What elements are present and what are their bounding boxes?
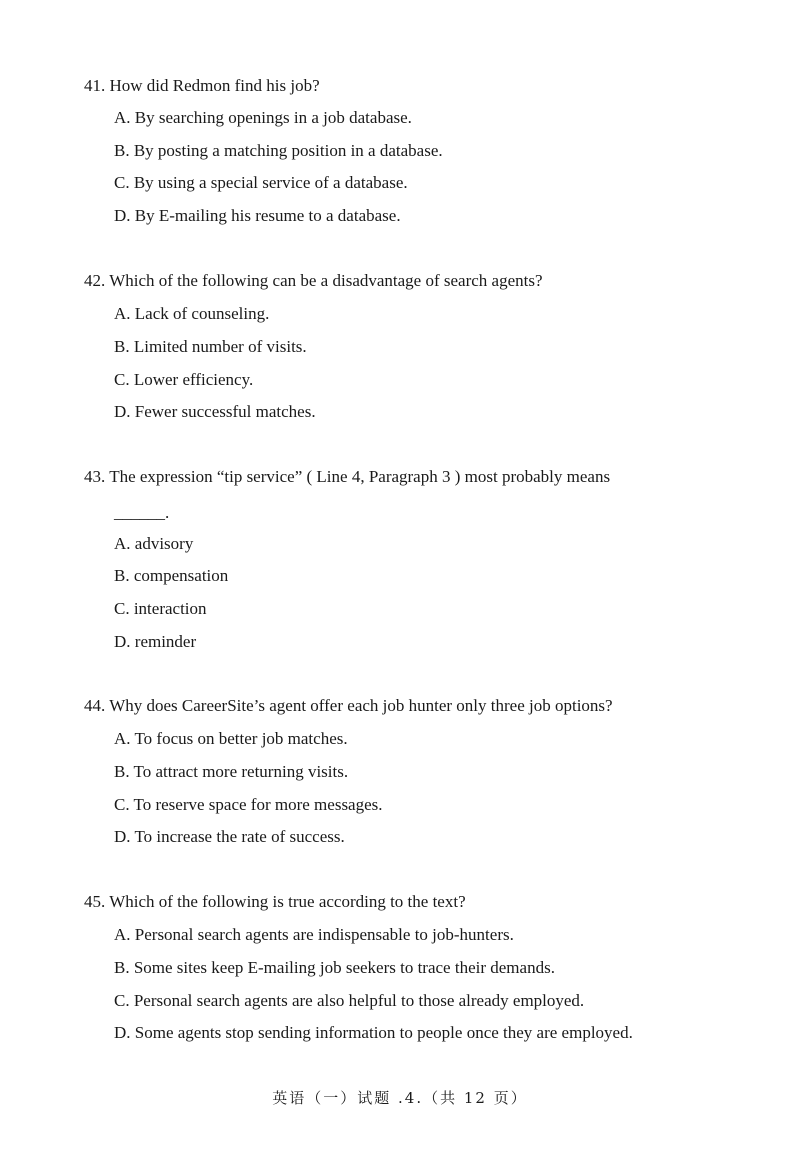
question-43-option-c: C. interaction xyxy=(114,599,207,618)
question-45-option-d: D. Some agents stop sending information to people once they are employed. xyxy=(114,1023,633,1042)
question-41-stem: 41. How did Redmon find his job? xyxy=(84,76,320,95)
question-44-option-c: C. To reserve space for more messages. xyxy=(114,795,383,814)
question-45-option-c: C. Personal search agents are also helpful to those already employed. xyxy=(114,991,585,1010)
page-footer: 英语（一）试题 .4.（共 12 页） xyxy=(272,1089,528,1107)
question-45-stem: 45. Which of the following is true according to the text? xyxy=(84,892,466,911)
question-41-option-a: A. By searching openings in a job database. xyxy=(114,108,412,127)
question-41-option-c: C. By using a special service of a database. xyxy=(114,173,408,192)
question-44-stem: 44. Why does CareerSite’s agent offer each job hunter only three job options? xyxy=(84,696,613,715)
question-43-stem: 43. The expression “tip service” ( Line 4, Paragraph 3 ) most probably means xyxy=(84,467,611,486)
question-44-option-b: B. To attract more returning visits. xyxy=(114,762,349,781)
question-43-answer-blank: ______. xyxy=(114,503,170,522)
question-45-option-a: A. Personal search agents are indispensable to job-hunters. xyxy=(114,925,514,944)
question-43-option-a: A. advisory xyxy=(114,534,194,553)
question-42-option-a: A. Lack of counseling. xyxy=(114,304,270,323)
question-43-option-d: D. reminder xyxy=(114,632,197,651)
question-42-stem: 42. Which of the following can be a disadvantage of search agents? xyxy=(84,271,543,290)
question-41-option-b: B. By posting a matching position in a database. xyxy=(114,141,443,160)
question-42-option-c: C. Lower efficiency. xyxy=(114,370,254,389)
question-44-option-d: D. To increase the rate of success. xyxy=(114,827,345,846)
question-42-option-b: B. Limited number of visits. xyxy=(114,337,307,356)
question-44-option-a: A. To focus on better job matches. xyxy=(114,729,348,748)
question-41-option-d: D. By E-mailing his resume to a database. xyxy=(114,206,401,225)
question-43-option-b: B. compensation xyxy=(114,566,229,585)
question-42-option-d: D. Fewer successful matches. xyxy=(114,402,316,421)
question-45-option-b: B. Some sites keep E-mailing job seekers to trace their demands. xyxy=(114,958,555,977)
